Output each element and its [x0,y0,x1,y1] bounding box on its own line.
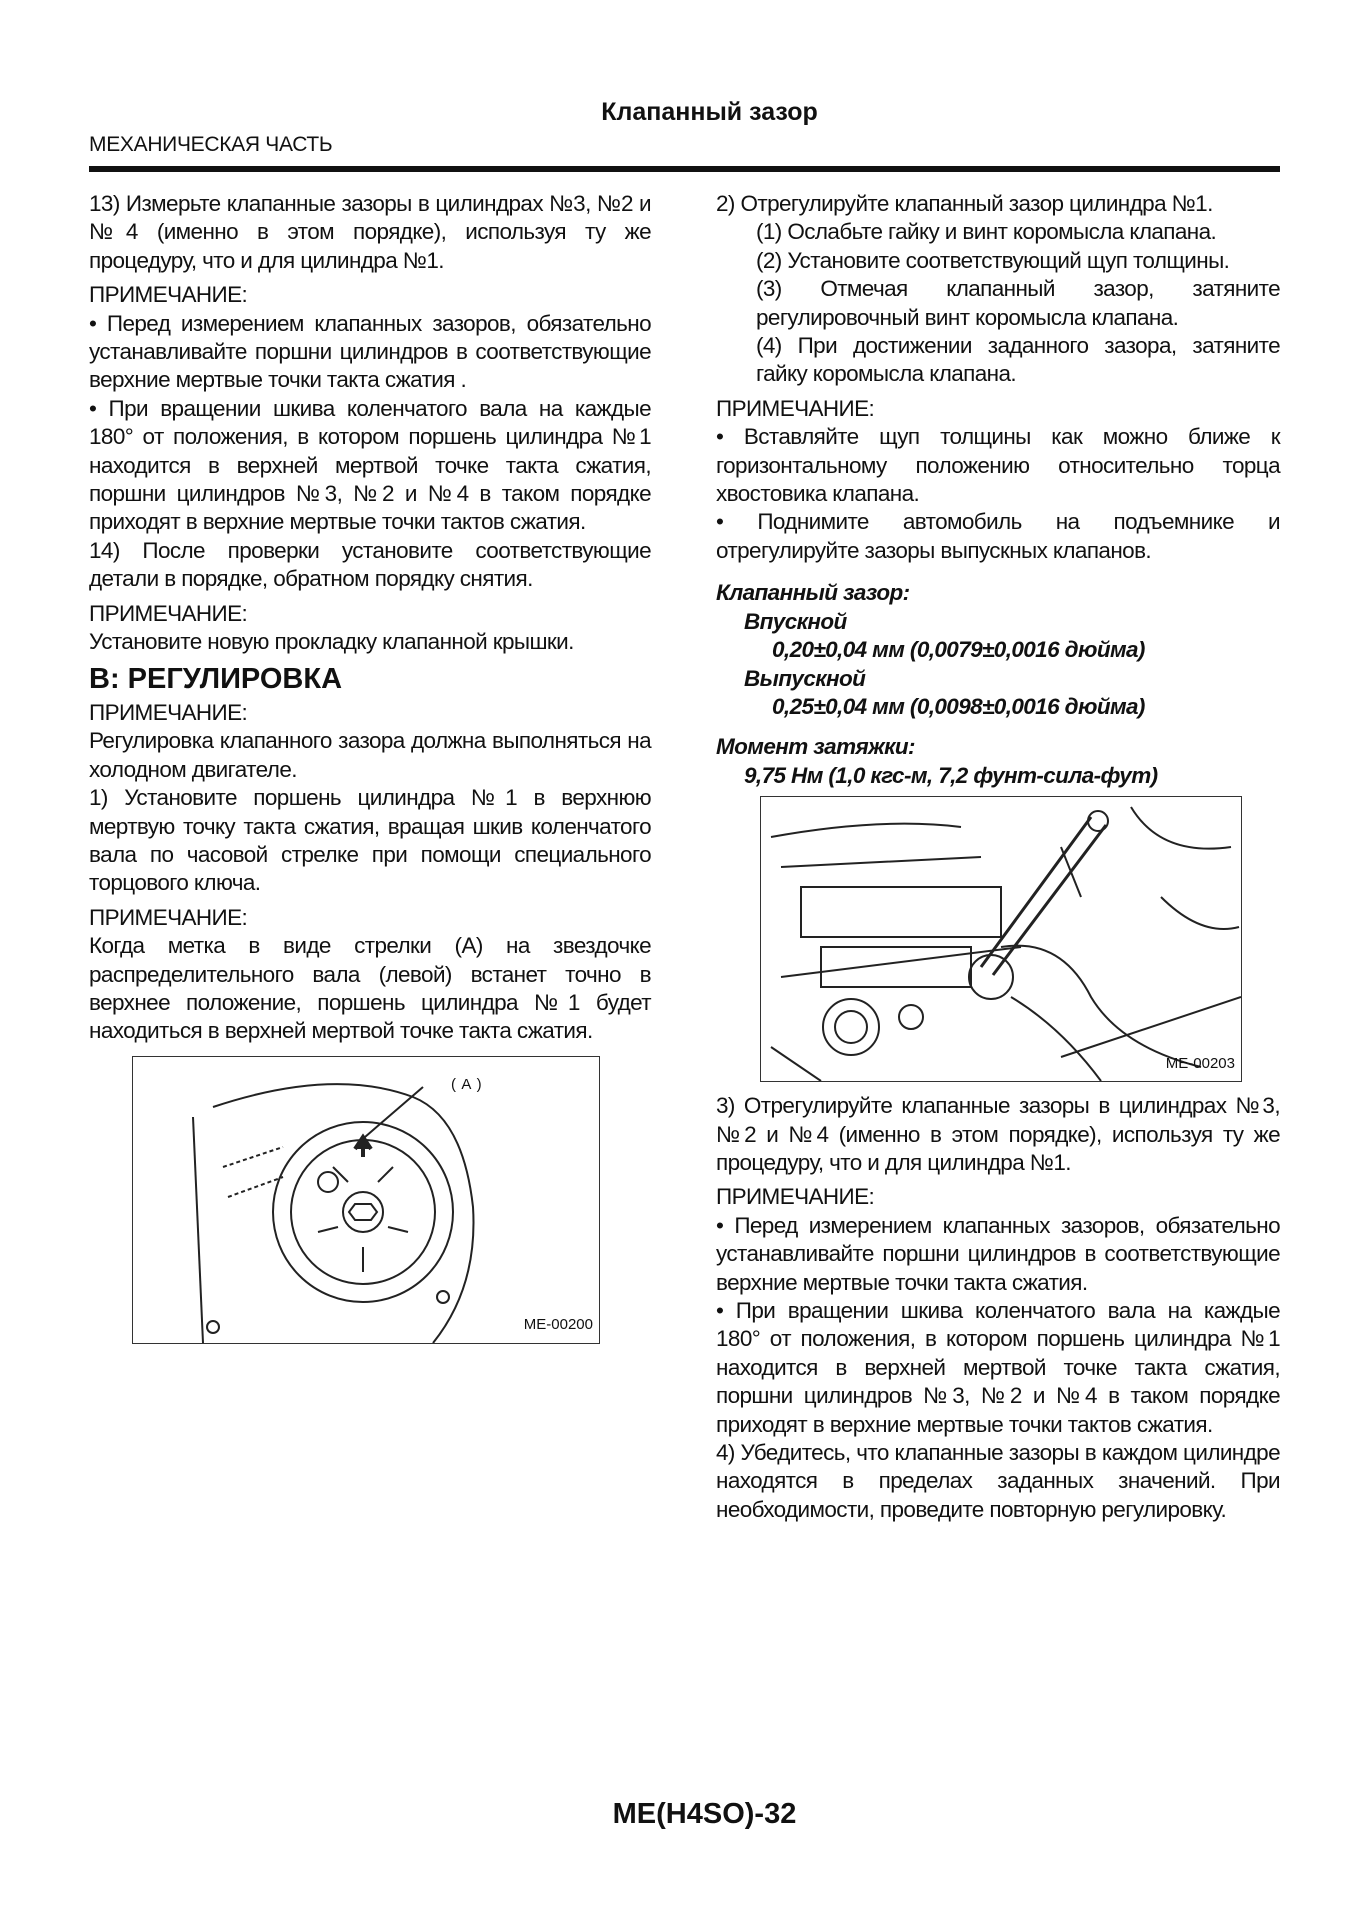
note-bullet: • При вращении шкива коленчатого вала на каждые 180° от положения, в котором поршень цилиндра №1 находится в верхней мертвой точке такта сжатия, поршни цилиндров №3, №2 и №4 в таком порядке приходят в верхние мертвые точки тактов сжатия. [716,1297,1280,1437]
section-heading: B: РЕГУЛИРОВКА [89,662,343,695]
note-bullet: • Перед измерением клапанных зазоров, обязательно устанавливайте поршни цилиндров в соответствующие верхние мертвые точки такта сжатия. [716,1212,1280,1295]
spec-clearance-label: Клапанный зазор: [716,580,910,606]
valve-adjust-drawing [761,797,1241,1081]
figure-valve-adjustment [760,796,1242,1082]
spec-intake-value: 0,20±0,04 мм (0,0079±0,0016 дюйма) [772,637,1145,663]
spec-torque-value: 9,75 Нм (1,0 кгс-м, 7,2 фунт-сила-фут) [744,762,1158,788]
sprocket-drawing [133,1057,599,1343]
header-divider [89,166,1280,172]
note-label: ПРИМЕЧАНИЕ: [89,600,248,626]
substep: (4) При достижении заданного зазора, затяните гайку коромысла клапана. [756,333,1280,387]
substep: (1) Ослабьте гайку и винт коромысла клапана. [756,219,1217,245]
figure-id: ME-00200 [523,1316,593,1334]
spec-exhaust-label: Выпускной [744,665,866,691]
note-bullet: • Перед измерением клапанных зазоров, обязательно устанавливайте поршни цилиндров в соответствующие верхние мертвые точки такта сжатия . [89,310,651,393]
note-label: ПРИМЕЧАНИЕ: [716,1184,875,1210]
substep: (2) Установите соответствующий щуп толщины. [756,247,1230,273]
note-bullet: • Поднимите автомобиль на подъемнике и отрегулируйте зазоры выпускных клапанов. [716,509,1280,563]
substep: (3) Отмечая клапанный зазор, затяните регулировочный винт коромысла клапана. [756,276,1280,330]
step-13: 13) Измерьте клапанные зазоры в цилиндрах №3, №2 и №4 (именно в этом порядке), используя ту же процедуру, что и для цилиндра №1. [89,191,651,273]
spec-torque-label: Момент затяжки: [716,734,915,760]
note-text: Установите новую прокладку клапанной крышки. [89,629,574,655]
note-label: ПРИМЕЧАНИЕ: [89,904,248,930]
left-column [89,190,651,1354]
note-bullet: • Вставляйте щуп толщины как можно ближе к горизонтальному положению относительно торца хвостовика клапана. [716,424,1280,507]
note-text: Когда метка в виде стрелки (A) на звездочке распределительного вала (левой) встанет точно в верхнее положение, поршень цилиндра №1 будет находиться в верхней мертвой точке такта сжатия. [89,933,651,1044]
callout-a: ( A ) [451,1075,483,1093]
section-name: МЕХАНИЧЕСКАЯ ЧАСТЬ [89,133,333,156]
page-title: Клапанный зазор [601,98,818,126]
step-1: 1) Установите поршень цилиндра №1 в верхнюю мертвую точку такта сжатия, вращая шкив коленчатого вала по часовой стрелке при помощи специального торцового ключа. [89,785,651,896]
page-number: ME(H4SO)-32 [612,1798,797,1830]
note-label: ПРИМЕЧАНИЕ: [716,395,875,421]
step-2: 2) Отрегулируйте клапанный зазор цилиндра №1. [716,191,1213,216]
right-column [716,190,1280,1530]
step-4: 4) Убедитесь, что клапанные зазоры в каждом цилиндре находятся в пределах заданных значений. При необходимости, проведите повторную регулировку. [716,1440,1280,1522]
note-text: Регулировка клапанного зазора должна выполняться на холодном двигателе. [89,728,651,782]
note-label: ПРИМЕЧАНИЕ: [89,699,248,725]
figure-id: ME-00203 [1165,1054,1235,1072]
step-14: 14) После проверки установите соответствующие детали в порядке, обратном порядку снятия. [89,537,651,592]
figure-camshaft-sprocket [132,1056,600,1344]
spec-intake-label: Впускной [744,608,847,634]
spec-exhaust-value: 0,25±0,04 мм (0,0098±0,0016 дюйма) [772,693,1145,719]
note-label: ПРИМЕЧАНИЕ: [89,282,248,308]
step-3: 3) Отрегулируйте клапанные зазоры в цилиндрах №3, №2 и №4 (именно в этом порядке), используя ту же процедуру, что и для цилиндра №1. [716,1093,1280,1175]
note-bullet: • При вращении шкива коленчатого вала на каждые 180° от положения, в котором поршень цилиндра №1 находится в верхней мертвой точке такта сжатия, поршни цилиндров №3, №2 и №4 в таком порядке приходят в верхние мертвые точки тактов сжатия. [89,395,651,535]
